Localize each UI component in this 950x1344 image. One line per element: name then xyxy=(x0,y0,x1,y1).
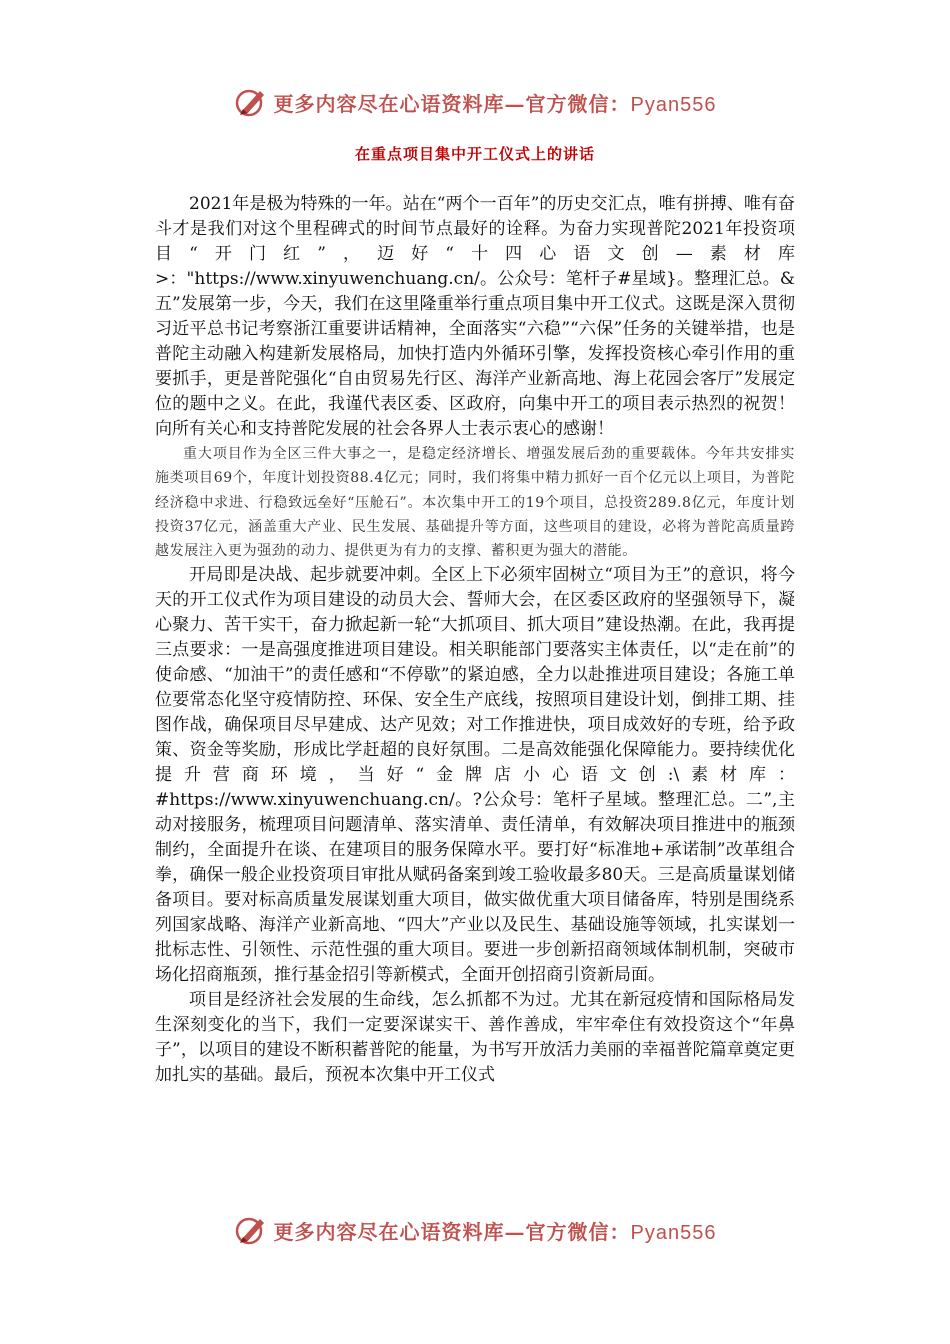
banner-text: 更多内容尽在心语资料库—官方微信：Pyan556 xyxy=(273,91,717,116)
header-banner xyxy=(0,82,950,122)
pen-nib-logo-icon xyxy=(234,1213,268,1247)
paragraph-3: 开局即是决战、起步就要冲刺。全区上下必须牢固树立“项目为王”的意识，将今天的开工仪式作为项目建设的动员大会、誓师大会，在区委区政府的坚强领导下，凝心聚力、苦干实干，奋力掀起新一轮“大抓项目、抓大项目”建设热潮。在此，我再提三点要求：一是高强度推进项目建设。相关职能部门要落实主体责任，以“走在前”的使命感、“加油干”的责任感和“不停歇”的紧迫感，全力以赴推进项目建设；各施工单位要常态化坚守疫情防控、环保、安全生产底线，按照项目建设计划，倒排工期、挂图作战，确保项目尽早建成、达产见效；对工作推进快，项目成效好的专班，给予政策、资金等奖励，形成比学赶超的良好氛围。二是高效能强化保障能力。要持续优化提升营商环境，当好“金牌店小心语文创:\素材库：#https://www.xinyuwenchuang.cn/。?公众号：笔杆子星域。整理汇总。二”,主动对接服务，梳理项目问题清单、落实清单、责任清单，有效解决项目推进中的瓶颈制约，全面提升在谈、在建项目的服务保障水平。要打好“标准地+承诺制”改革组合拳，确保一般企业投资项目审批从赋码备案到竣工验收最多80天。三是高质量谋划储备项目。要对标高质量发展谋划重大项目，做实做优重大项目储备库，特别是围绕系列国家战略、海洋产业新高地、“四大”产业以及民生、基础设施等领域，扎实谋划一批标志性、引领性、示范性强的重大项目。要进一步创新招商领域体制机制，突破市场化招商瓶颈，推行基金招引等新模式，全面开创招商引资新局面。 xyxy=(155,565,795,986)
document-body xyxy=(155,192,795,1088)
pen-nib-logo-icon xyxy=(234,85,268,119)
banner-text: 更多内容尽在心语资料库—官方微信：Pyan556 xyxy=(273,1219,717,1244)
paragraph-4: 项目是经济社会发展的生命线，怎么抓都不为过。尤其在新冠疫情和国际格局发生深刻变化的当下，我们一定要深谋实干、善作善成，牢牢牵住有效投资这个“年鼻子”，以项目的建设不断积蓄普陀的能量，为书写开放活力美丽的幸福普陀篇章奠定更加扎实的基础。最后，预祝本次集中开工仪式 xyxy=(155,990,795,1086)
paragraph-2: 重大项目作为全区三件大事之一，是稳定经济增长、增强发展后劲的重要载体。今年共安排实施类项目69个，年度计划投资88.4亿元；同时，我们将集中精力抓好一百个亿元以上项目，为普陀经济稳中求进、行稳致远垒好“压舱石”。本次集中开工的19个项目，总投资289.8亿元，年度计划投资37亿元，涵盖重大产业、民生发展、基础提升等方面，这些项目的建设，必将为普陀高质量跨越发展注入更为强劲的动力、提供更为有力的支撑、蓄积更为强大的潜能。 xyxy=(155,446,795,560)
paragraph-1: 2021年是极为特殊的一年。站在“两个一百年”的历史交汇点，唯有拼搏、唯有奋斗才是我们对这个里程碑式的时间节点最好的诠释。为奋力实现普陀2021年投资项目“开门红”，迈好“十四心语文创—素材库>："https://www.xinyuwenchuang.cn/。公众号：笔杆子#星域}。整理汇总。&五”发展第一步，今天，我们在这里隆重举行重点项目集中开工仪式。这既是深入贯彻习近平总书记考察浙江重要讲话精神，全面落实“六稳”“六保”任务的关键举措，也是普陀主动融入构建新发展格局，加快打造内外循环引擎，发挥投资核心牵引作用的重要抓手，更是普陀强化“自由贸易先行区、海洋产业新高地、海上花园会客厅”发展定位的题中之义。在此，我谨代表区委、区政府，向集中开工的项目表示热烈的祝贺！向所有关心和支持普陀发展的社会各界人士表示衷心的感谢！ xyxy=(155,194,795,439)
document-title: 在重点项目集中开工仪式上的讲话 xyxy=(354,145,595,163)
footer-banner xyxy=(0,1210,950,1250)
